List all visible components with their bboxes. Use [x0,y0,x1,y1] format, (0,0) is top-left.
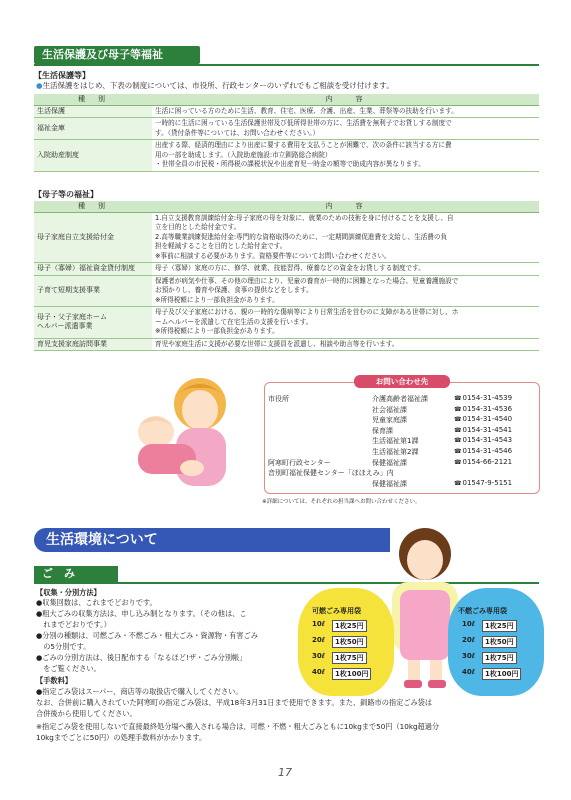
row-content [152,307,539,339]
bag-capacity: 40ℓ [312,668,326,676]
bag-capacity: 10ℓ [312,620,326,628]
burnable-bag-title: 可燃ごみ専用袋 [312,607,361,615]
col-header-type: 種 別 [34,201,152,212]
table-row [34,263,539,276]
col-header-content: 内 容 [152,201,539,212]
content-line: 担を軽減することを目的とした給付金です。 [155,242,287,250]
contact-phone: ☎ 0154-31-4540 [454,415,512,423]
content-line: 母子及び父子家庭における、親の一時的な傷病等により日常生活を営むのに支障がある世帯に対し、ホ [155,308,459,316]
contact-phone: ☎ 0154-66-2121 [454,458,512,466]
row-content [152,105,539,118]
content-line: お預かりし、養育や保護、食事の提供などをします。 [155,286,313,294]
row-content [152,212,539,263]
section-title-welfare: 生活保護及び母子等福祉 [34,46,200,64]
boshi-table [34,201,539,351]
content-line: ※所得税額により一部負担金があります。 [155,295,279,304]
bag-price: 1枚25円 [332,620,367,632]
contact-dept: 介護高齢者福祉課 [372,395,428,403]
welfare-intro: ●生活保護をはじめ、下表の制度については、市役所、行政センターのいずれでもご相談を受け付けます。 [36,81,394,90]
table-row [34,105,539,118]
body-text-line: の5分別です。 [36,642,91,651]
body-text-line: 【手数料】 [36,676,72,685]
contact-dept: 社会福祉課 [372,405,407,414]
row-type: 母子家庭自立支援給付金 [34,212,152,263]
body-text-line: 合併後から使用してください。 [36,709,137,718]
contact-dept: 生活福祉第2課 [372,448,419,456]
welfare-table [34,94,539,172]
bag-capacity: 20ℓ [462,636,476,644]
contact-phone: ☎ 0154-31-4543 [454,436,512,444]
body-text-line: ●分別の種類は、可燃ごみ・不燃ごみ・粗大ごみ・資源物・有害ごみ [36,631,258,640]
body-text-line: ●指定ごみ袋はスーパー、商店等の取扱店で購入してください。 [36,687,243,696]
contact-org: 音別町福祉保健センター「ほほえみ」内 [268,469,394,478]
contact-dept: 保育課 [372,426,393,435]
section-title-rule [34,64,539,66]
content-line: 立を目的とした給付金です。 [155,223,241,231]
contact-phone: ☎ 0154-31-4541 [454,426,512,434]
row-content [152,275,539,307]
welfare-label: 【生活保護等】 [34,71,90,80]
bag-price: 1枚75円 [482,652,517,664]
table-row [34,118,539,140]
row-content [152,263,539,276]
contact-phone: ☎ 0154-31-4539 [454,394,512,402]
contact-org: 阿寒町行政センター [268,458,331,467]
content-line: 2.高等職業訓練促進給付金:専門的な資格取得のために、一定期間訓練促進費を支給し、生活費の負 [155,232,448,241]
table-row [34,338,539,351]
contact-dept: 保健福祉課 [372,479,407,488]
contact-phone: ☎ 01547-9-5151 [454,479,512,487]
content-line: 育児や家庭生活に支援が必要な世帯に支援員を派遣し、相談や助言等を行います。 [155,339,399,348]
row-content [152,118,539,140]
content-line: す。（貸付条件等については、お問い合わせください。） [155,128,320,137]
boshi-label: 【母子等の福祉】 [34,190,98,199]
row-type: 母子（寡婦）福祉資金貸付制度 [34,263,152,276]
body-text-line: なお、合併前に購入されていた阿寒町の指定ごみ袋は、平成18年3月31日まで使用できます。また、釧路市の指定ごみ袋は [36,698,433,707]
bag-price: 1枚50円 [482,636,517,648]
col-header-content: 内 容 [152,94,539,105]
row-type: 福祉金庫 [34,118,152,140]
bag-price: 1枚100円 [482,668,521,680]
body-text-line: 【収集・分別方法】 [36,588,101,597]
body-text-line: ●収集回数は、これまでどおりです。 [36,598,157,607]
content-line: 用の一部を助成します。（入院助産施設:市立釧路総合病院） [155,150,332,159]
contact-dept: 生活福祉第1課 [372,437,419,446]
body-text-line: ●粗大ごみの収集方法は、申し込み制となります。（その他は、こ [36,609,247,618]
contact-org: 市役所 [268,395,289,403]
contact-title: お問い合わせ先 [354,375,450,388]
contact-phone: ☎ 0154-31-4546 [454,447,512,455]
content-line: ・世帯全員の市民税・所得税の課税状況や出産育児一時金の額等で助成内容が異なります。 [155,160,425,168]
nonburnable-bag-title: 不燃ごみ専用袋 [458,607,507,615]
content-line: ※事前に相談する必要があります。資格要件等についてお問い合わせください。 [155,251,391,260]
table-row [34,307,539,339]
body-text-line: をご覧ください。 [36,664,101,673]
contact-note: ※詳細については、それぞれの担当課へお問い合わせください。 [262,499,421,505]
content-line: ※所得税額により一部負担金があります。 [155,327,279,335]
bag-capacity: 20ℓ [312,636,326,644]
bag-price: 1枚25円 [482,620,517,632]
bullet-icon: ● [36,81,43,90]
row-content [152,338,539,351]
content-line: 保護者が病気や仕事、その他の理由により、児童の養育が一時的に困難となった場合、児童養護施設で [155,276,459,285]
bag-capacity: 10ℓ [462,620,476,628]
gomi-title: ご み [34,566,118,582]
body-text-line: れまでどおりです。） [36,620,111,629]
row-type: 入院助産制度 [34,140,152,172]
content-line: 出産する際、経済的理由により出産に要する費用を支払うことが困難で、次の条件に該当する方に費 [155,141,452,149]
row-type: 子育て短期支援事業 [34,275,152,307]
bag-price: 1枚75円 [332,652,367,664]
content-line: 1.自立支援教育訓練給付金:母子家庭の母を対象に、就業のための技術を身に付けることを支援し、自 [155,213,454,222]
bag-price: 1枚50円 [332,636,367,648]
row-type: 母子・父子家庭ホーム ヘルパー派遣事業 [34,307,152,339]
bag-capacity: 30ℓ [462,652,476,660]
table-row [34,140,539,172]
contact-dept: 児童家庭課 [372,416,407,425]
content-line: 一時的に生活に困っている生活保護世帯及び低所得世帯の方に、生活費を無利子でお貸しする制度で [155,119,452,127]
col-header-type: 種 別 [34,94,152,105]
section-title-environment: 生活環境について [34,528,390,552]
row-type: 育児支援家庭訪問事業 [34,338,152,351]
body-text-line: ※指定ごみ袋を使用しないで直接最終処分場へ搬入される場合は、可燃・不燃・粗大ごみともに10kgまで50円（10kg超過分 [36,722,440,731]
body-text-line: ●ごみの分別方法は、後日配布する「なるほど!ザ・ごみ分別帳」 [36,653,247,662]
bag-capacity: 30ℓ [312,652,326,660]
bag-price: 1枚100円 [332,668,371,680]
page-number: 17 [278,766,292,779]
contact-phone: ☎ 0154-31-4536 [454,405,512,413]
body-text-line: 10kgまでごとに50円）の処理手数料がかかります。 [36,733,207,742]
bag-capacity: 40ℓ [462,668,476,676]
row-type: 生活保護 [34,105,152,118]
content-line: 母子（寡婦）家庭の方に、修学、就業、技能習得、療養などの資金をお貸しする制度です。 [155,264,425,272]
table-row [34,212,539,263]
row-content [152,140,539,172]
mother-baby-illustration [120,364,250,494]
table-row [34,275,539,307]
contact-dept: 保健福祉課 [372,458,407,467]
content-line: ームヘルパーを派遣して在宅生活の支援を行います。 [155,317,313,326]
content-line: 生活に困っている方のために生活、教育、住宅、医療、介護、出産、生業、葬祭等の扶助を行います。 [155,106,458,115]
